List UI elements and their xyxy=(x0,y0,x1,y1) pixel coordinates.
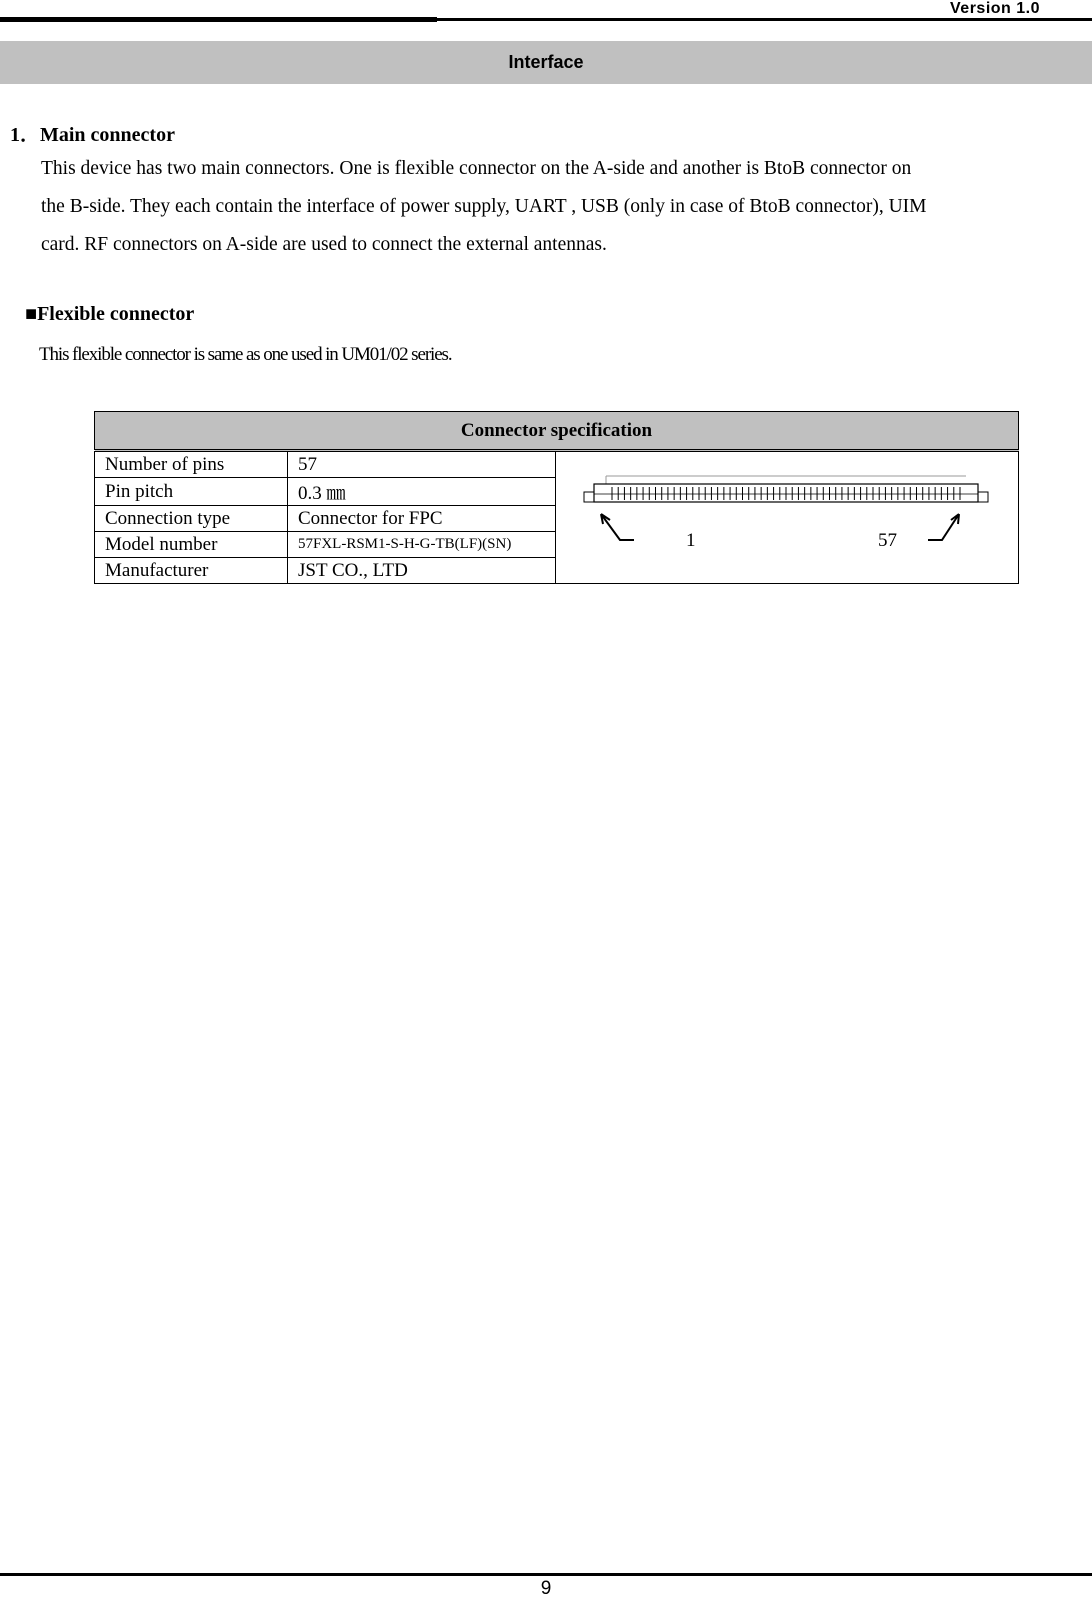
spec-label: Manufacturer xyxy=(95,558,288,584)
spec-value: 57 xyxy=(288,451,556,478)
banner-title: Interface xyxy=(508,52,584,72)
page-number: 9 xyxy=(540,1578,552,1599)
section-heading: 1．Main connector xyxy=(10,124,175,146)
pin-57-arrow xyxy=(928,514,959,540)
table-row xyxy=(95,451,1019,478)
table-title: Connector specification xyxy=(95,412,1019,451)
section-paragraph xyxy=(41,150,1051,264)
connector-diagram xyxy=(566,454,1007,582)
paragraph-line: the B-side. They each contain the interface of power supply, UART , USB (only in case of BtoB connector), UIM xyxy=(41,196,927,217)
connector-end-tab xyxy=(978,492,988,502)
header-rule xyxy=(0,17,437,22)
paragraph-line: This device has two main connectors. One is flexible connector on the A-side and another is BtoB connector on xyxy=(41,158,912,179)
version-label: Version 1.0 xyxy=(950,0,1040,17)
header-rule-thin xyxy=(437,18,1092,21)
spec-label: Connection type xyxy=(95,506,288,532)
connector-spec-table xyxy=(94,411,1019,584)
pin-1-label: 1 xyxy=(686,529,696,551)
paragraph-line: card. RF connectors on A-side are used to connect the external antennas. xyxy=(41,234,607,255)
spec-value: 57FXL-RSM1-S-H-G-TB(LF)(SN) xyxy=(288,532,556,558)
pin-57-label: 57 xyxy=(878,529,897,551)
pin-1-arrow xyxy=(601,514,634,540)
spec-label: Model number xyxy=(95,532,288,558)
spec-value: JST CO., LTD xyxy=(288,558,556,584)
spec-label: Number of pins xyxy=(95,451,288,478)
spec-value: Connector for FPC xyxy=(288,506,556,532)
flexible-connector-note: This flexible connector is same as one used in UM01/02 series. xyxy=(39,344,452,365)
footer-rule xyxy=(0,1573,1092,1576)
spec-value: 0.3 ㎜ xyxy=(288,478,556,506)
connector-end-tab xyxy=(584,492,594,502)
section-banner xyxy=(0,41,1092,84)
spec-label: Pin pitch xyxy=(95,478,288,506)
flexible-connector-heading: ■Flexible connector xyxy=(25,303,195,325)
connector-figure-cell xyxy=(556,451,1019,584)
